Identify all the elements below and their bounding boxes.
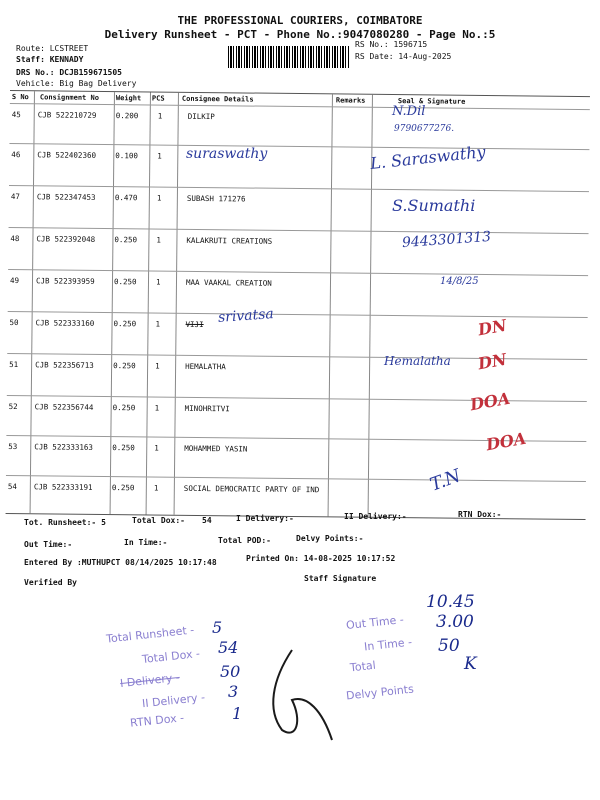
delvy-points-label: Delvy Points:-	[296, 534, 364, 543]
row-weight: 0.250	[112, 403, 136, 413]
stamp-label: Total Runsheet -	[105, 623, 195, 646]
total-dox-label: Total Dox:-	[132, 516, 185, 525]
row-consignment: CJB 522333160	[35, 318, 95, 328]
table-row	[9, 143, 589, 192]
stamp-value: 5	[212, 618, 223, 637]
handwritten-signature: L. Saraswathy	[369, 142, 487, 173]
printed-on: Printed On: 14-08-2025 10:17:52	[246, 554, 396, 563]
table-row	[8, 269, 588, 318]
row-pcs: 1	[155, 319, 161, 329]
row-sno: 46	[11, 150, 21, 160]
row-pcs: 1	[154, 403, 160, 413]
total-dox-value: 54	[202, 516, 212, 525]
stamp-value: 50	[438, 636, 460, 656]
row-pcs: 1	[154, 443, 159, 453]
row-consignee: MAA VAAKAL CREATION	[185, 277, 272, 288]
row-consignment: CJB 522393959	[35, 276, 95, 286]
row-consignee: SUBASH 171276	[186, 193, 246, 204]
handwritten-signature: S.Sumathi	[392, 196, 476, 215]
handwritten-stamp: DN	[476, 315, 508, 340]
row-consignment: CJB 522356713	[35, 360, 94, 370]
row-sno: 52	[8, 402, 18, 412]
stamp-value: 1	[232, 704, 243, 723]
row-weight: 0.250	[113, 319, 137, 329]
row-consignment: CJB 522402360	[37, 150, 97, 160]
row-weight: 0.250	[114, 235, 138, 245]
staff-signature-scribble	[262, 640, 352, 750]
stamp-value: 3	[228, 682, 239, 701]
handwritten-stamp: DOA	[484, 428, 528, 455]
col-header-remarks: Remarks	[335, 96, 366, 105]
time-stamp	[340, 592, 530, 732]
stamp-label: Out Time -	[345, 613, 405, 632]
handwritten-phone: 9790677276.	[394, 124, 455, 134]
row-sno: 50	[9, 318, 19, 328]
row-consignment: CJB 522333163	[34, 442, 94, 452]
row-pcs: 1	[153, 483, 159, 493]
row-consignee: MINOHRITVI	[184, 403, 230, 414]
stamp-value: K	[464, 654, 477, 674]
row-pcs: 1	[157, 111, 163, 121]
row-weight: 0.470	[114, 193, 138, 203]
row-consignment: CJB 522347453	[36, 192, 96, 202]
out-time-label: Out Time:-	[24, 540, 73, 549]
col-header-weight: Weight	[115, 94, 142, 103]
barcode	[228, 46, 350, 68]
stamp-label: Total	[349, 658, 377, 675]
rs-date: RS Date: 14-Aug-2025	[355, 52, 452, 61]
row-consignment: CJB 522392048	[36, 234, 96, 244]
col-header-consignee: Consignee Details	[181, 94, 254, 104]
entered-by: Entered By :MUTHUPCT 08/14/2025 10:17:48	[24, 558, 217, 567]
handwritten-signature: N.Dil	[392, 104, 426, 119]
row-weight: 0.250	[112, 443, 135, 453]
company-title: THE PROFESSIONAL COURIERS, COIMBATORE	[177, 14, 423, 27]
row-sno: 48	[10, 234, 20, 244]
row-sno: 47	[10, 192, 20, 202]
row-pcs: 1	[156, 235, 161, 245]
handwritten-date: 14/8/25	[440, 276, 479, 287]
stamp-label: II Delivery -	[141, 690, 206, 711]
stamp-label: Total Dox -	[141, 647, 201, 666]
stamp-value: 10.45	[426, 592, 475, 612]
tot-runsheet: Tot. Runsheet:- 5	[24, 518, 106, 527]
row-consignee: VIJI	[185, 319, 204, 330]
col-header-consignment: Consignment No	[39, 93, 99, 102]
stamp-value: 3.00	[436, 612, 474, 632]
col-header-sno: S No	[11, 93, 29, 102]
in-time-label: In Time:-	[124, 538, 168, 547]
row-consignee: SOCIAL DEMOCRATIC PARTY OF IND	[183, 483, 320, 495]
col-header-signature: Seal & Signature	[397, 97, 466, 106]
stamp-value: 54	[218, 638, 239, 657]
row-pcs: 1	[155, 277, 161, 287]
col-header-pcs: PCS	[151, 94, 165, 103]
row-consignment: CJB 522210729	[37, 110, 97, 120]
row-sno: 49	[9, 276, 20, 286]
ii-delivery-label: II Delivery:-	[344, 512, 407, 521]
stamp-label: Delvy Points	[345, 682, 415, 703]
row-sno: 51	[9, 360, 19, 370]
i-delivery-label: I Delivery:-	[236, 514, 294, 523]
row-weight: 0.250	[113, 361, 136, 371]
table-row	[9, 185, 589, 234]
table-row	[8, 227, 588, 276]
handwritten-phone: 9443301313	[401, 228, 492, 252]
stamp-label: RTN Dox -	[129, 711, 185, 730]
row-consignee: DILKIP	[187, 111, 215, 122]
row-weight: 0.200	[115, 111, 139, 121]
handwritten-signature: Hemalatha	[384, 354, 451, 368]
total-pod-label: Total POD:-	[218, 536, 271, 545]
runsheet-subtitle: Delivery Runsheet - PCT - Phone No.:9047080280 - Page No.:5	[104, 28, 496, 41]
handwritten-name: srivatsa	[217, 306, 275, 326]
row-weight: 0.250	[111, 483, 135, 493]
row-consignment: CJB 522333191	[33, 482, 93, 492]
row-sno: 54	[7, 481, 17, 492]
row-consignee: MOHAMMED YASIN	[184, 443, 248, 454]
handwritten-name: suraswathy	[186, 146, 268, 162]
handwritten-signature: T.N	[427, 465, 464, 496]
row-sno: 45	[11, 110, 21, 120]
stamp-value: 50	[220, 662, 241, 681]
handwritten-stamp: DN	[476, 349, 508, 374]
row-consignee: HEMALATHA	[185, 361, 226, 372]
row-pcs: 1	[156, 193, 162, 203]
runsheet-table	[6, 90, 590, 520]
row-consignment: CJB 522356744	[34, 402, 94, 412]
staff-label: Staff: KENNADY	[16, 55, 84, 64]
staff-signature-label: Staff Signature	[304, 574, 377, 583]
row-consignee: KALAKRUTI CREATIONS	[186, 235, 273, 246]
drs-label: DRS No.: DCJB159671505	[16, 68, 122, 77]
rs-no: RS No.: 1596715	[355, 40, 428, 49]
row-weight: 0.250	[113, 277, 137, 287]
row-weight: 0.100	[115, 151, 138, 161]
verified-by: Verified By	[24, 578, 77, 587]
route-label: Route: LCSTREET	[16, 44, 89, 53]
row-sno: 53	[8, 442, 18, 452]
stamp-label: In Time -	[363, 635, 413, 654]
vehicle-label: Vehicle: Big Bag Delivery	[16, 79, 137, 88]
handwritten-stamp: DOA	[468, 388, 512, 415]
stamp-label: I Delivery -	[119, 670, 181, 691]
rtn-dox-label: RTN Dox:-	[458, 510, 502, 519]
row-pcs: 1	[157, 151, 162, 161]
row-pcs: 1	[155, 361, 160, 371]
